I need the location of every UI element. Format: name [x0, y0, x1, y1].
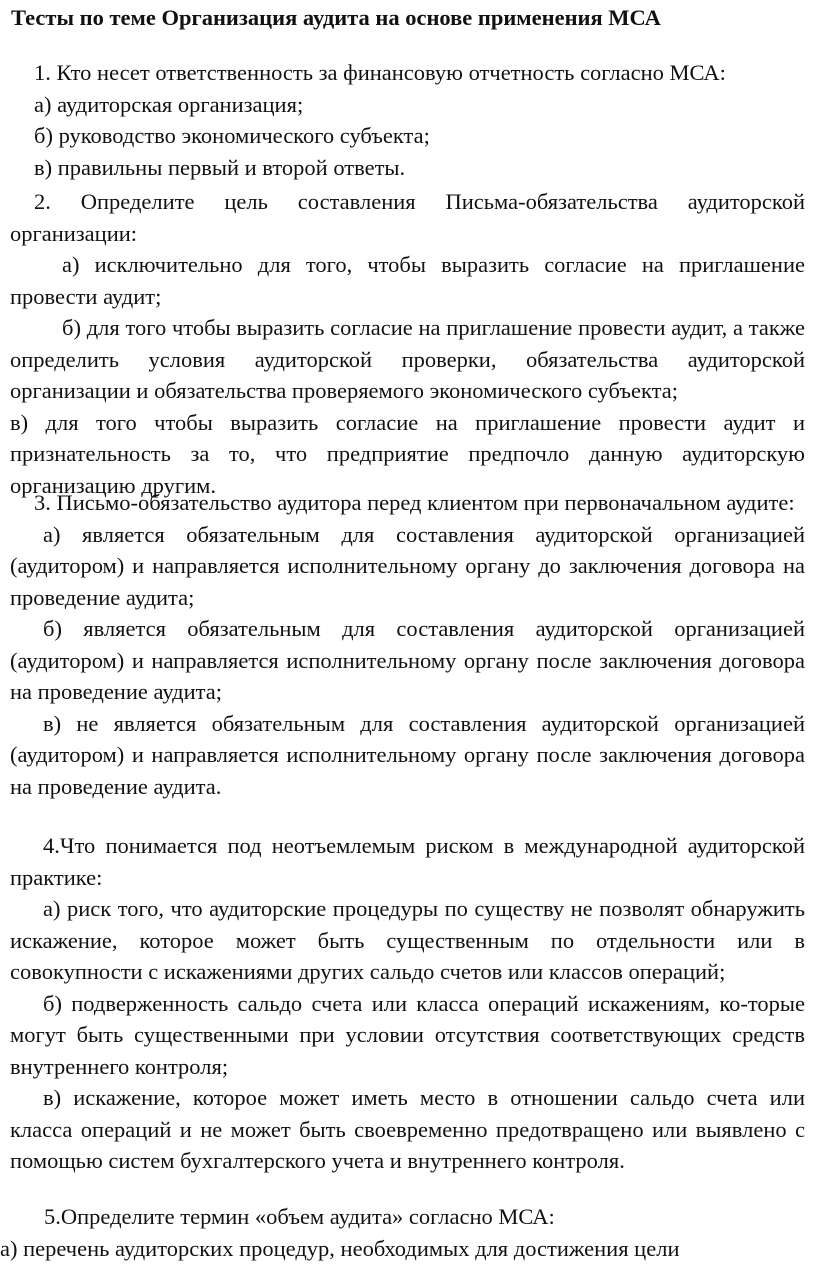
question-3 [10, 487, 805, 802]
answer-option-a: а) является обязательным для составления аудиторской организацией (аудитором) и направляется исполнительному органу до заключения договора на проведение аудита; [10, 519, 805, 614]
answer-option-a: а) перечень аудиторских процедур, необходимых для достижения цели [0, 1233, 810, 1264]
question-5 [0, 1201, 810, 1264]
answer-option-b: б) для того чтобы выразить согласие на приглашение провести аудит, а также определить условия аудиторской проверки, обязательства аудиторской организации и обязательства проверяемого экономического субъекта; [10, 312, 805, 407]
answer-option-a: а) исключительно для того, чтобы выразить согласие на приглашение провести аудит; [10, 249, 805, 312]
answer-option-a: а) аудиторская организация; [10, 89, 805, 121]
page-title: Тесты по теме Организация аудита на основе применения МСА [11, 2, 811, 33]
answer-option-b: б) является обязательным для составления аудиторской организацией (аудитором) и направляется исполнительному органу после заключения договора на проведение аудита; [10, 613, 805, 708]
question-text: 3. Письмо-обязательство аудитора перед клиентом при первоначальном аудите: [10, 487, 805, 519]
question-text: 1. Кто несет ответственность за финансовую отчетность согласно МСА: [10, 57, 805, 89]
answer-option-b: б) подверженность сальдо счета или класса операций искажениям, ко-торые могут быть существенными при условии отсутствия соответствующих средств внутреннего контроля; [10, 988, 805, 1083]
question-4 [10, 830, 805, 1177]
question-1 [10, 57, 805, 183]
question-text: 5.Определите термин «объем аудита» согласно МСА: [0, 1201, 810, 1233]
question-2 [10, 186, 805, 501]
answer-option-c: в) искажение, которое может иметь место в отношении сальдо счета или класса операций и не может быть своевременно предотвращено или выявлено с помощью систем бухгалтерского учета и внутреннего контроля. [10, 1082, 805, 1177]
question-text: 2. Определите цель составления Письма-обязательства аудиторской организации: [10, 186, 805, 249]
answer-option-b: б) руководство экономического субъекта; [10, 120, 805, 152]
answer-option-c: в) правильны первый и второй ответы. [10, 152, 805, 184]
answer-option-c: в) для того чтобы выразить согласие на приглашение провести аудит и признательность за то, что предприятие предпочло данную аудиторскую организацию другим. [10, 407, 805, 502]
answer-option-a: а) риск того, что аудиторские процедуры по существу не позволят обнаружить искажение, которое может быть существенным по отдельности или в совокупности с искажениями других сальдо счетов или классов операций; [10, 893, 805, 988]
answer-option-c: в) не является обязательным для составления аудиторской организацией (аудитором) и направляется исполнительному органу после заключения договора на проведение аудита. [10, 708, 805, 803]
question-text: 4.Что понимается под неотъемлемым риском в международной аудиторской практике: [10, 830, 805, 893]
